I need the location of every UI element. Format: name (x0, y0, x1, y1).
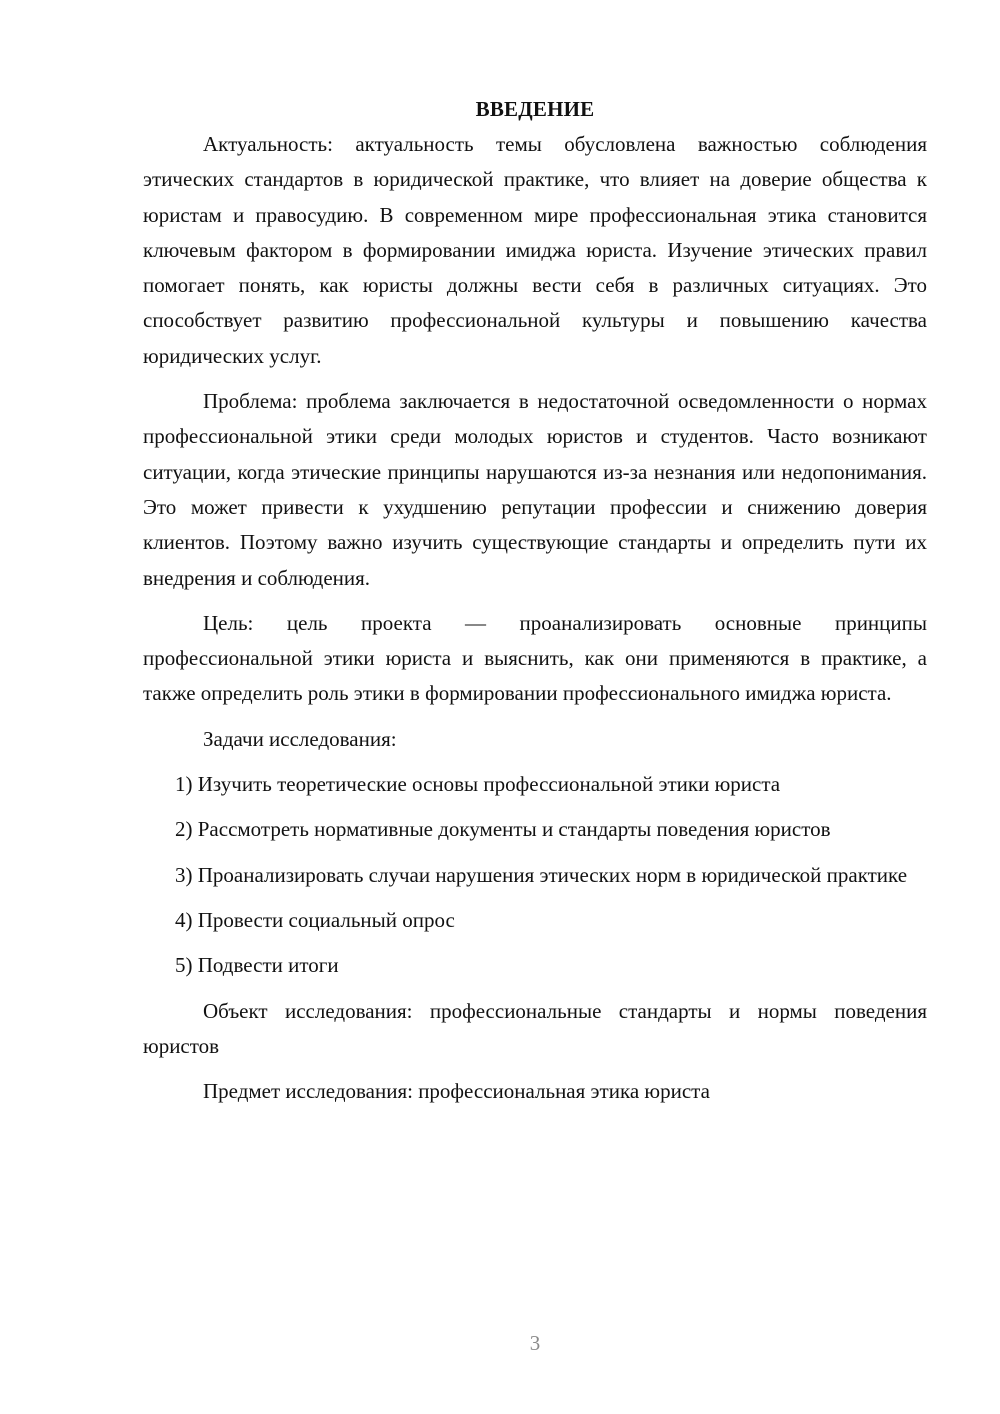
tasks-heading: Задачи исследования: (203, 726, 397, 751)
task-item: 4) Провести социальный опрос (175, 907, 455, 932)
paragraph-subject: Предмет исследования: профессиональная этика юриста (203, 1079, 710, 1104)
paragraph-relevance: Актуальность: актуальность темы обусловлена важностью соблюдения этических стандартов в юридической практике, что влияет на доверие общества к юристам и правосудию. В современном мире профессиональная этика становится ключевым фактором в формировании имиджа юриста. Изучение этических правил помогает понять, как юристы должны вести себя в различных ситуациях. Это способствует развитию профессиональной культуры и повышению качества юридических услуг. (143, 132, 927, 368)
task-item: 3) Проанализировать случаи нарушения этических норм в юридической практике (175, 862, 908, 887)
page-number: 3 (529, 1331, 541, 1355)
task-item: 2) Рассмотреть нормативные документы и стандарты поведения юристов (175, 817, 831, 842)
task-item: 1) Изучить теоретические основы профессиональной этики юриста (175, 772, 781, 797)
paragraph-object: Объект исследования: профессиональные стандарты и нормы поведения юристов (143, 998, 927, 1058)
page-content (143, 92, 927, 1109)
task-item: 5) Подвести итоги (175, 953, 339, 978)
paragraph-problem: Проблема: проблема заключается в недостаточной осведомленности о нормах профессиональной этики среди молодых юристов и студентов. Часто возникают ситуации, когда этические принципы нарушаются из-за незнания или недопонимания. Это может привести к ухудшению репутации профессии и снижению доверия клиентов. Поэтому важно изучить существующие стандарты и определить пути их внедрения и соблюдения. (143, 389, 927, 590)
page-title: ВВЕДЕНИЕ (475, 97, 595, 121)
paragraph-goal: Цель: цель проекта — проанализировать основные принципы профессиональной этики юриста и выяснить, как они применяются в практике, а также определить роль этики в формировании профессионального имиджа юриста. (143, 610, 927, 706)
